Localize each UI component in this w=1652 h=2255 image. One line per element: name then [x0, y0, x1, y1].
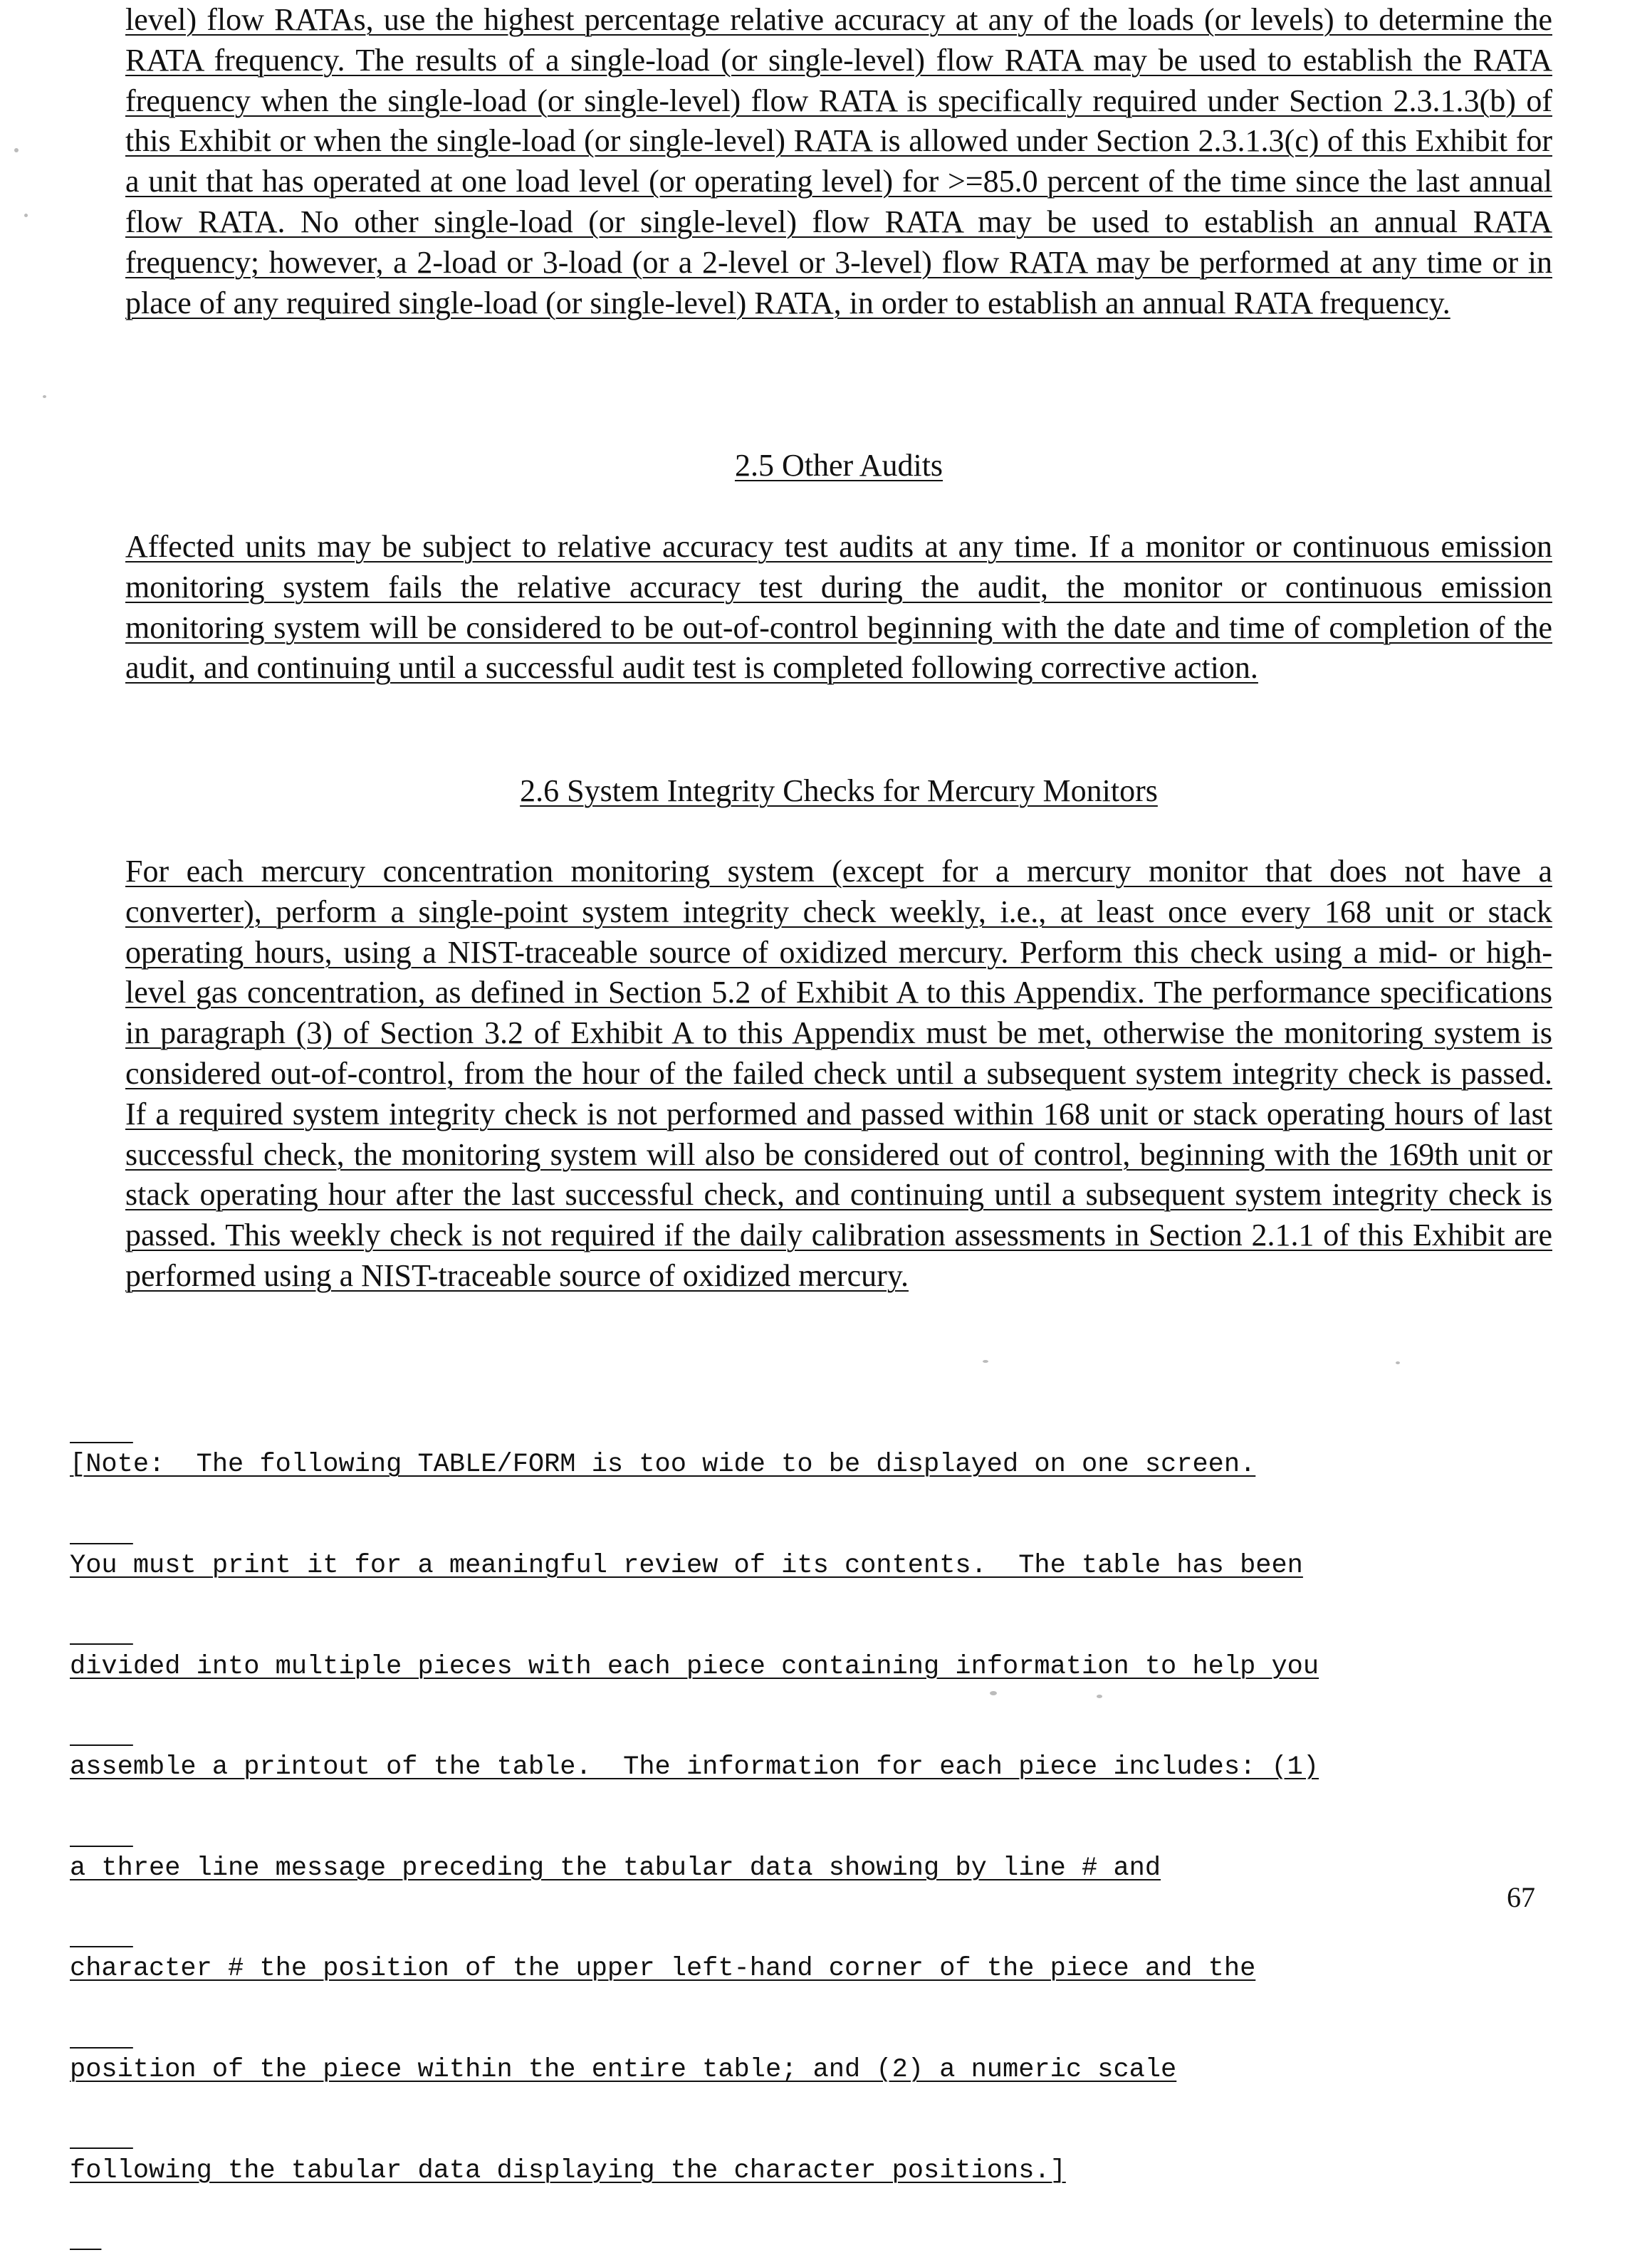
note-line: divided into multiple pieces with each piece containing information to help you — [70, 1651, 1319, 1682]
paragraph-mercury-integrity-checks: For each mercury concentration monitoring system (except for a mercury monitor that does not have a converter), perform a single-point system integrity check weekly, i.e., at least once every 168 unit or stack operating hours, using a NIST-traceable source of oxidized mercury. Perform this check using a mid- or high-level gas concentration, as defined in Section 5.2 of Exhibit A to this Appendix. The performance specifications in paragraph (3) of Section 3.2 of Exhibit A to this Appendix must be met, otherwise the monitoring system is considered out-of-control, from the hour of the failed check until a subsequent system integrity check is passed. If a required system integrity check is not performed and passed within 168 unit or stack operating hours of last successful check, the monitoring system will also be considered out of control, beginning with the 169th unit or stack operating hour after the last successful check, and continuing until a subsequent system integrity check is passed. This weekly check is not required if the daily calibration assessments in Section 2.1.1 of this Exhibit are performed using a NIST-traceable source of oxidized mercury. — [125, 854, 1552, 1293]
note-line: position of the piece within the entire table; and (2) a numeric scale — [70, 2055, 1177, 2086]
table-form-note — [70, 1381, 1494, 2255]
paragraph-rata-frequency: level) flow RATAs, use the highest percentage relative accuracy at any of the loads (or levels) to determine the RATA frequency. The results of a single-load (or single-level) flow RATA may be used to establish the RATA frequency when the single-load (or single-level) flow RATA is specifically required under Section 2.3.1.3(b) of this Exhibit or when the single-load (or single-level) RATA is allowed under Section 2.3.1.3(c) of this Exhibit for a unit that has operated at one load level (or operating level) for >=85.0 percent of the time since the last annual flow RATA. No other single-load (or single-level) flow RATA may be used to establish an annual RATA frequency; however, a 2-load or 3-load (or a 2-level or 3-level) flow RATA may be performed at any time or in place of any required single-load (or single-level) RATA, in order to establish an annual RATA frequency. — [125, 2, 1552, 320]
scan-speck — [43, 395, 46, 398]
note-line: character # the position of the upper left-hand corner of the piece and the — [70, 1954, 1256, 1984]
scan-speck — [990, 1691, 997, 1695]
note-line: following the tabular data displaying the character positions.] — [70, 2155, 1066, 2186]
scan-speck — [1097, 1695, 1102, 1698]
scan-speck — [14, 148, 19, 152]
page-number: 67 — [1507, 1881, 1535, 1913]
note-line: a three line message preceding the tabular data showing by line # and — [70, 1853, 1161, 1883]
note-line: assemble a printout of the table. The information for each piece includes: (1) — [70, 1752, 1319, 1783]
note-line: You must print it for a meaningful review of its contents. The table has been — [70, 1551, 1303, 1581]
paragraph-other-audits: Affected units may be subject to relative accuracy test audits at any time. If a monitor or continuous emission monitoring system fails the relative accuracy test during the audit, the monitor or continuous emission monitoring system will be considered to be out-of-control beginning with the date and time of completion of the audit, and continuing until a successful audit test is completed following corrective action. — [125, 529, 1552, 686]
heading-other-audits: 2.5 Other Audits — [734, 448, 943, 483]
note-line: [Note: The following TABLE/FORM is too wide to be displayed on one screen. — [70, 1450, 1256, 1480]
scan-speck — [1396, 1361, 1400, 1364]
heading-mercury-integrity-checks: 2.6 System Integrity Checks for Mercury Monitors — [520, 773, 1158, 808]
scan-speck — [983, 1360, 988, 1363]
scan-speck — [24, 214, 28, 217]
